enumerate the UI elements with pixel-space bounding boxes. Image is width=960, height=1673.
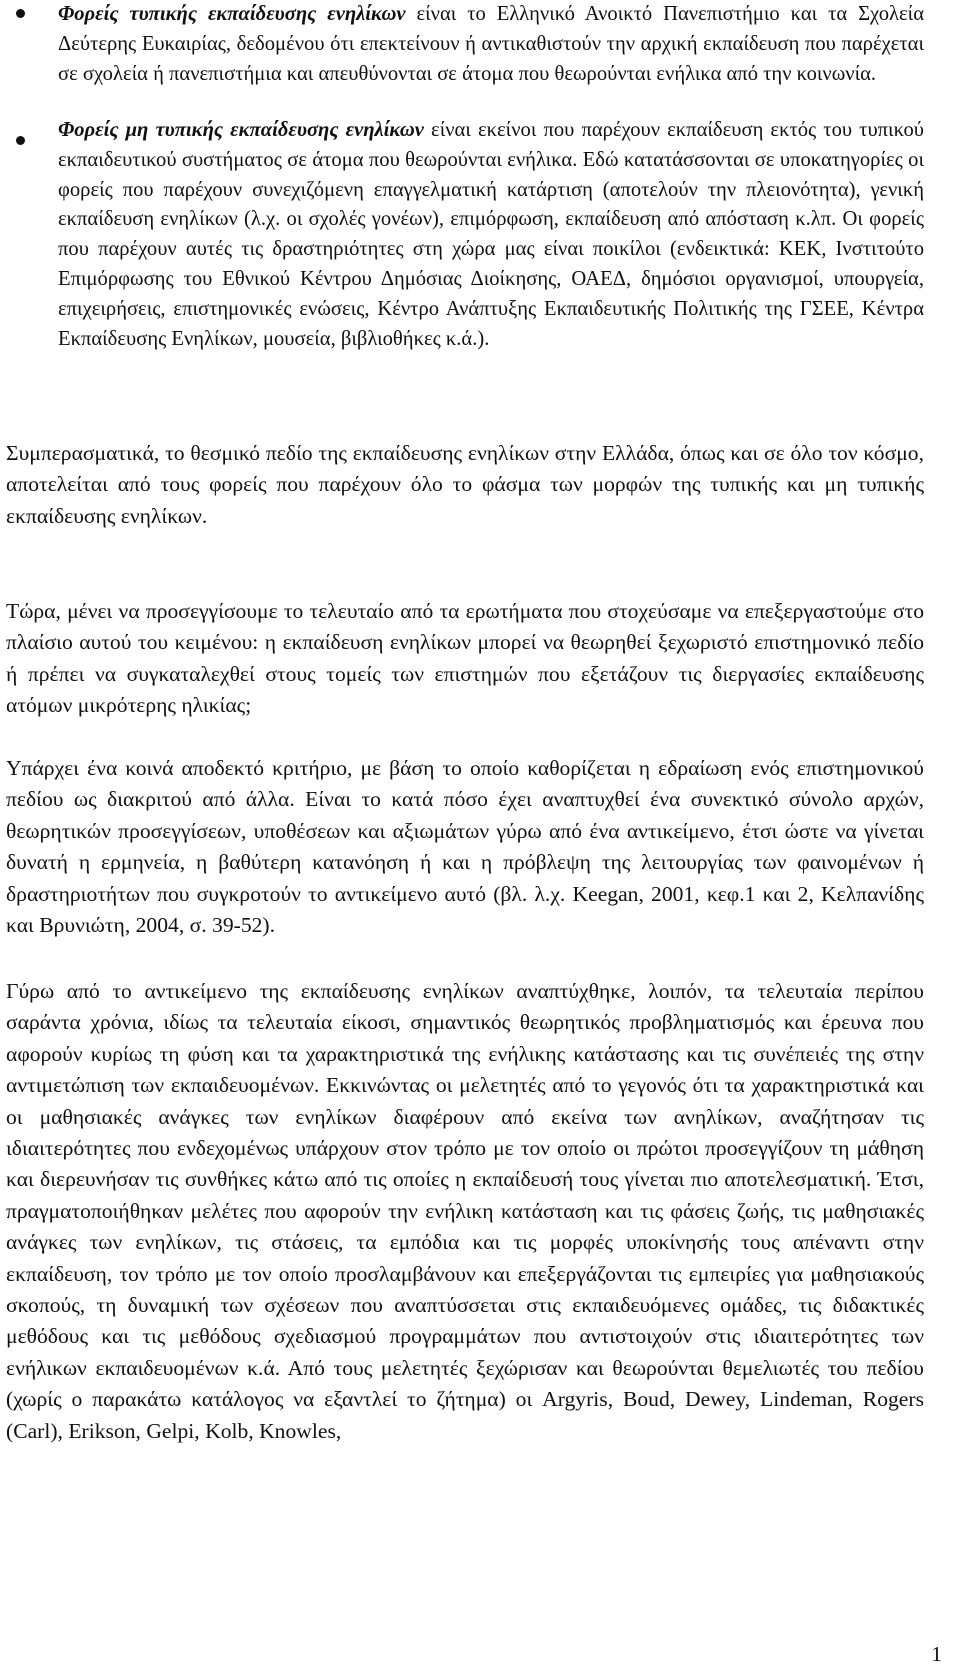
page-number: 1 [931, 1642, 942, 1666]
bullet-body: είναι εκείνοι που παρέχουν εκπαίδευση εκτός του τυπικού εκπαιδευτικού συστήματος σε άτομα που θεωρούνται ενήλικα. Εδώ κατατάσσονται σε υποκατηγορίες οι φορείς που παρέχουν συνεχιζόμενη επαγγελματική κατάρτιση (αποτελούν την πλειονότητα), γενική εκπαίδευση ενηλίκων (λ.χ. οι σχολές γονέων), επιμόρφωση, εκπαίδευση από απόσταση κ.λπ. Οι φορείς που παρέχουν αυτές τις δραστηριότητες στη χώρα μας είναι ποικίλοι (ενδεικτικά: ΚΕΚ, Ινστιτούτο Επιμόρφωσης του Εθνικού Κέντρου Δημόσιας Διοίκησης, ΟΑΕΔ, δημόσιοι οργανισμοί, υπουργεία, επιχειρήσεις, επιστημονικές ενώσεις, Κέντρο Ανάπτυξης Εκπαιδευτικής Πολιτικής της ΓΣΕΕ, Κέντρα Εκπαίδευσης Ενηλίκων, μουσεία, βιβλιοθήκες κ.ά.). [58, 119, 924, 350]
paragraph-research: Γύρω από το αντικείμενο της εκπαίδευσης ενηλίκων αναπτύχθηκε, λοιπόν, τα τελευταία περίπου σαράντα χρόνια, ιδίως τα τελευταία είκοσι, σημαντικός θεωρητικός προβληματισμός και έρευνα που αφορούν κυρίως τη φύση και τα χαρακτηριστικά της ενήλικης κατάστασης και τις συνέπειές της στην αντιμετώπιση των εκπαιδευομένων. Εκκινώντας οι μελετητές από το γεγονός ότι τα χαρακτηριστικά και οι μαθησιακές ανάγκες των ενηλίκων διαφέρουν από εκείνα των ανηλίκων, αναζήτησαν τις ιδιαιτερότητες που ενδεχομένως υπάρχουν στον τρόπο με τον οποίο οι πρώτοι προσεγγίζουν τη μάθηση και διερευνήσαν τις συνθήκες κάτω από τις οποίες η εκπαίδευσή τους γίνεται πιο αποτελεσματική. Έτσι, πραγματοποιήθηκαν μελέτες που αφορούν την ενήλικη κατάσταση και τις φάσεις ζωής, τις μαθησιακές ανάγκες των ενηλίκων, τις στάσεις, τα εμπόδια και τις μορφές υποκίνησής τους απέναντι στην εκπαίδευση, τον τρόπο με τον οποίο προσλαμβάνουν και επεξεργάζονται τις εμπειρίες για μαθησιακούς σκοπούς, τη δυναμική των σχέσεων που αναπτύσσεται στις εκπαιδευόμενες ομάδες, τις διδακτικές μεθόδους και τις μεθόδους σχεδιασμού προγραμμάτων που αντιστοιχούν στις ιδιαιτερότητες των ενήλικων εκπαιδευομένων κ.ά. Από τους μελετητές ξεχώρισαν και θεωρούνται θεμελιωτές του πεδίου (χωρίς ο παρακάτω κατάλογος να εξαντλεί το ζήτημα) οι Argyris, Boud, Dewey, Lindeman, Rogers (Carl), Erikson, Gelpi, Kolb, Knowles, [6, 979, 924, 1443]
paragraph-question: Τώρα, μένει να προσεγγίσουμε το τελευταίο από τα ερωτήματα που στοχεύσαμε να επεξεργαστούμε στο πλαίσιο αυτού του κειμένου: η εκπαίδευση ενηλίκων μπορεί να θεωρηθεί ξεχωριστό επιστημονικό πεδίο ή πρέπει να συγκαταλεχθεί στους τομείς των επιστημών που εξετάζουν τις διεργασίες εκπαίδευσης ατόμων μικρότερης ηλικίας; [6, 599, 924, 718]
bullet-body: είναι το Ελληνικό Ανοικτό Πανεπιστήμιο και τα Σχολεία Δεύτερης Ευκαιρίας, δεδομένου ότι επεκτείνουν ή αντικαθιστούν την αρχική εκπαίδευση που παρέχεται σε σχολεία ή πανεπιστήμια και απευθύνονται σε άτομα που θεωρούνται ενήλικα από την κοινωνία. [58, 3, 925, 85]
bullet-term: Φορείς τυπικής εκπαίδευσης ενηλίκων [58, 3, 406, 25]
paragraph-conclusion: Συμπερασματικά, το θεσμικό πεδίο της εκπαίδευσης ενηλίκων στην Ελλάδα, όπως και σε όλο τον κόσμο, αποτελείται από τους φορείς που παρέχουν όλο το φάσμα των μορφών της τυπικής και μη τυπικής εκπαίδευσης ενηλίκων. [6, 441, 924, 528]
bullet-term: Φορείς μη τυπικής εκπαίδευσης ενηλίκων [58, 119, 424, 141]
bullet-text [58, 116, 924, 354]
bullet-icon [16, 9, 25, 18]
bullet-icon [16, 136, 25, 145]
bullet-text [58, 0, 924, 89]
paragraph-criterion: Υπάρχει ένα κοινά αποδεκτό κριτήριο, με βάση το οποίο καθορίζεται η εδραίωση ενός επιστημονικού πεδίου ως διακριτού από άλλα. Είναι το κατά πόσο έχει αναπτυχθεί ένα συνεκτικό σύνολο αρχών, θεωρητικών προσεγγίσεων, υποθέσεων και αξιωμάτων γύρω από ένα αντικείμενο, έτσι ώστε να γίνεται δυνατή η ερμηνεία, η βαθύτερη κατανόηση ή και η πρόβλεψη της λειτουργίας των φαινομένων ή δραστηριοτήτων που συγκροτούν το αντικείμενο αυτό (βλ. λ.χ. Keegan, 2001, κεφ.1 και 2, Κελπανίδης και Βρυνιώτη, 2004, σ. 39-52). [6, 756, 924, 938]
